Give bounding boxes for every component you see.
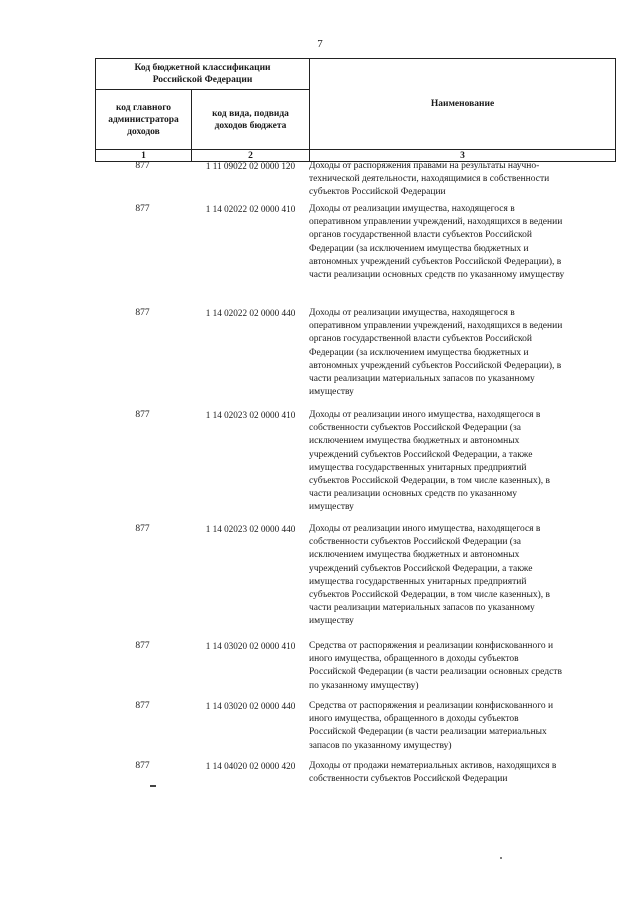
budget-income-code: 1 14 02023 02 0000 440	[205, 524, 296, 534]
income-name-line: Доходы от реализации иного имущества, находящегося в	[309, 410, 541, 420]
income-name-line: оперативном управлении учреждений, находящихся в ведении	[309, 217, 563, 228]
income-name-line: исключением имущества бюджетных и автономных	[309, 550, 520, 561]
income-name	[309, 700, 605, 753]
admin-code: 877	[135, 701, 150, 711]
income-name-line: имуществу	[309, 387, 354, 398]
income-name	[309, 523, 605, 629]
admin-code: 877	[135, 204, 150, 214]
income-name-line: Российской Федерации (в части реализации основных средств	[309, 667, 562, 678]
income-name-line: Средства от распоряжения и реализации конфискованного и	[309, 701, 554, 711]
income-name-line: собственности субъектов Российской Федерации (за	[309, 423, 521, 434]
income-name-line: учреждений субъектов Российской Федерации, а также	[309, 449, 533, 460]
income-name-line: Доходы от реализации иного имущества, находящегося в	[309, 524, 541, 534]
income-name-line: оперативном управлении учреждений, находящихся в ведении	[309, 321, 563, 332]
income-name-line: субъектов Российской Федерации	[309, 187, 446, 198]
income-name-line: автономных учреждений субъектов Российской Федерации), в	[309, 256, 562, 267]
header-group-title: Код бюджетной классификации Российской Федерации	[95, 58, 310, 90]
income-name-line: части реализации основных средств по указанному	[309, 489, 517, 500]
income-name-line: учреждений субъектов Российской Федерации, а также	[309, 563, 533, 574]
income-name	[309, 203, 605, 282]
scan-mark	[150, 785, 156, 787]
scan-dot	[500, 857, 502, 859]
income-name-line: части реализации материальных запасов по указанному	[309, 374, 535, 385]
header-col2-title: код вида, подвида доходов бюджета	[191, 89, 310, 150]
header-col3-num: 3	[309, 149, 616, 162]
income-name-line: Доходы от реализации имущества, находящегося в	[309, 308, 515, 318]
income-name-line: собственности субъектов Российской Федерации	[309, 774, 508, 785]
budget-income-code: 1 14 02023 02 0000 410	[205, 410, 296, 420]
income-name-line: иного имущества, обращенного в доходы субъектов	[309, 714, 519, 725]
admin-code: 877	[135, 524, 150, 534]
admin-code: 877	[135, 641, 150, 651]
header-col1-num: 1	[95, 149, 192, 162]
income-name-line: Доходы от распоряжения правами на результаты научно-	[309, 161, 540, 171]
income-name	[309, 760, 605, 786]
income-name-line: имуществу	[309, 616, 354, 627]
budget-income-code: 1 14 04020 02 0000 420	[205, 761, 296, 771]
income-name-line: части реализации основных средств по указанному имуществу	[309, 270, 565, 281]
income-name-line: по указанному имуществу)	[309, 680, 419, 691]
income-name-line: Федерации (за исключением имущества бюджетных и	[309, 243, 529, 254]
income-name	[309, 409, 605, 515]
income-name-line: органов государственной власти субъектов Российской	[309, 334, 532, 345]
page-number: 7	[317, 38, 323, 50]
income-name	[309, 160, 605, 200]
budget-income-code: 1 14 02022 02 0000 440	[205, 308, 296, 318]
income-name-line: Доходы от реализации имущества, находящегося в	[309, 204, 515, 214]
admin-code: 877	[135, 161, 150, 171]
header-col1-title: код главного администратора доходов	[95, 89, 192, 150]
income-name-line: субъектов Российской Федерации, в том числе казенных), в	[309, 476, 550, 487]
income-name-line: автономных учреждений субъектов Российской Федерации), в	[309, 360, 562, 371]
income-name-line: Средства от распоряжения и реализации конфискованного и	[309, 641, 554, 651]
budget-income-code: 1 14 03020 02 0000 410	[205, 641, 296, 651]
income-name-line: собственности субъектов Российской Федерации (за	[309, 537, 521, 548]
budget-income-code: 1 11 09022 02 0000 120	[205, 161, 296, 171]
budget-income-code: 1 14 02022 02 0000 410	[205, 204, 296, 214]
income-name-line: Федерации (за исключением имущества бюджетных и	[309, 347, 529, 358]
header-col3-title: Наименование	[309, 58, 616, 150]
budget-income-code: 1 14 03020 02 0000 440	[205, 701, 296, 711]
admin-code: 877	[135, 761, 150, 771]
admin-code: 877	[135, 308, 150, 318]
income-name-line: органов государственной власти субъектов Российской	[309, 230, 532, 241]
income-name-line: имущества государственных унитарных предприятий	[309, 576, 527, 587]
income-name-line: технической деятельности, находящимися в собственности	[309, 174, 550, 185]
income-name-line: Российской Федерации (в части реализации материальных	[309, 727, 547, 738]
income-name-line: запасов по указанному имуществу)	[309, 740, 452, 751]
income-name-line: части реализации материальных запасов по указанному	[309, 603, 535, 614]
income-name-line: имущества государственных унитарных предприятий	[309, 462, 527, 473]
table-header	[95, 58, 616, 162]
income-name-line: исключением имущества бюджетных и автономных	[309, 436, 520, 447]
admin-code: 877	[135, 410, 150, 420]
header-col2-num: 2	[191, 149, 310, 162]
income-name	[309, 640, 605, 693]
income-name-line: иного имущества, обращенного в доходы субъектов	[309, 654, 519, 665]
income-name-line: Доходы от продажи нематериальных активов, находящихся в	[309, 761, 557, 771]
income-name-line: субъектов Российской Федерации, в том числе казенных), в	[309, 590, 550, 601]
income-name	[309, 307, 605, 399]
income-name-line: имуществу	[309, 502, 354, 513]
